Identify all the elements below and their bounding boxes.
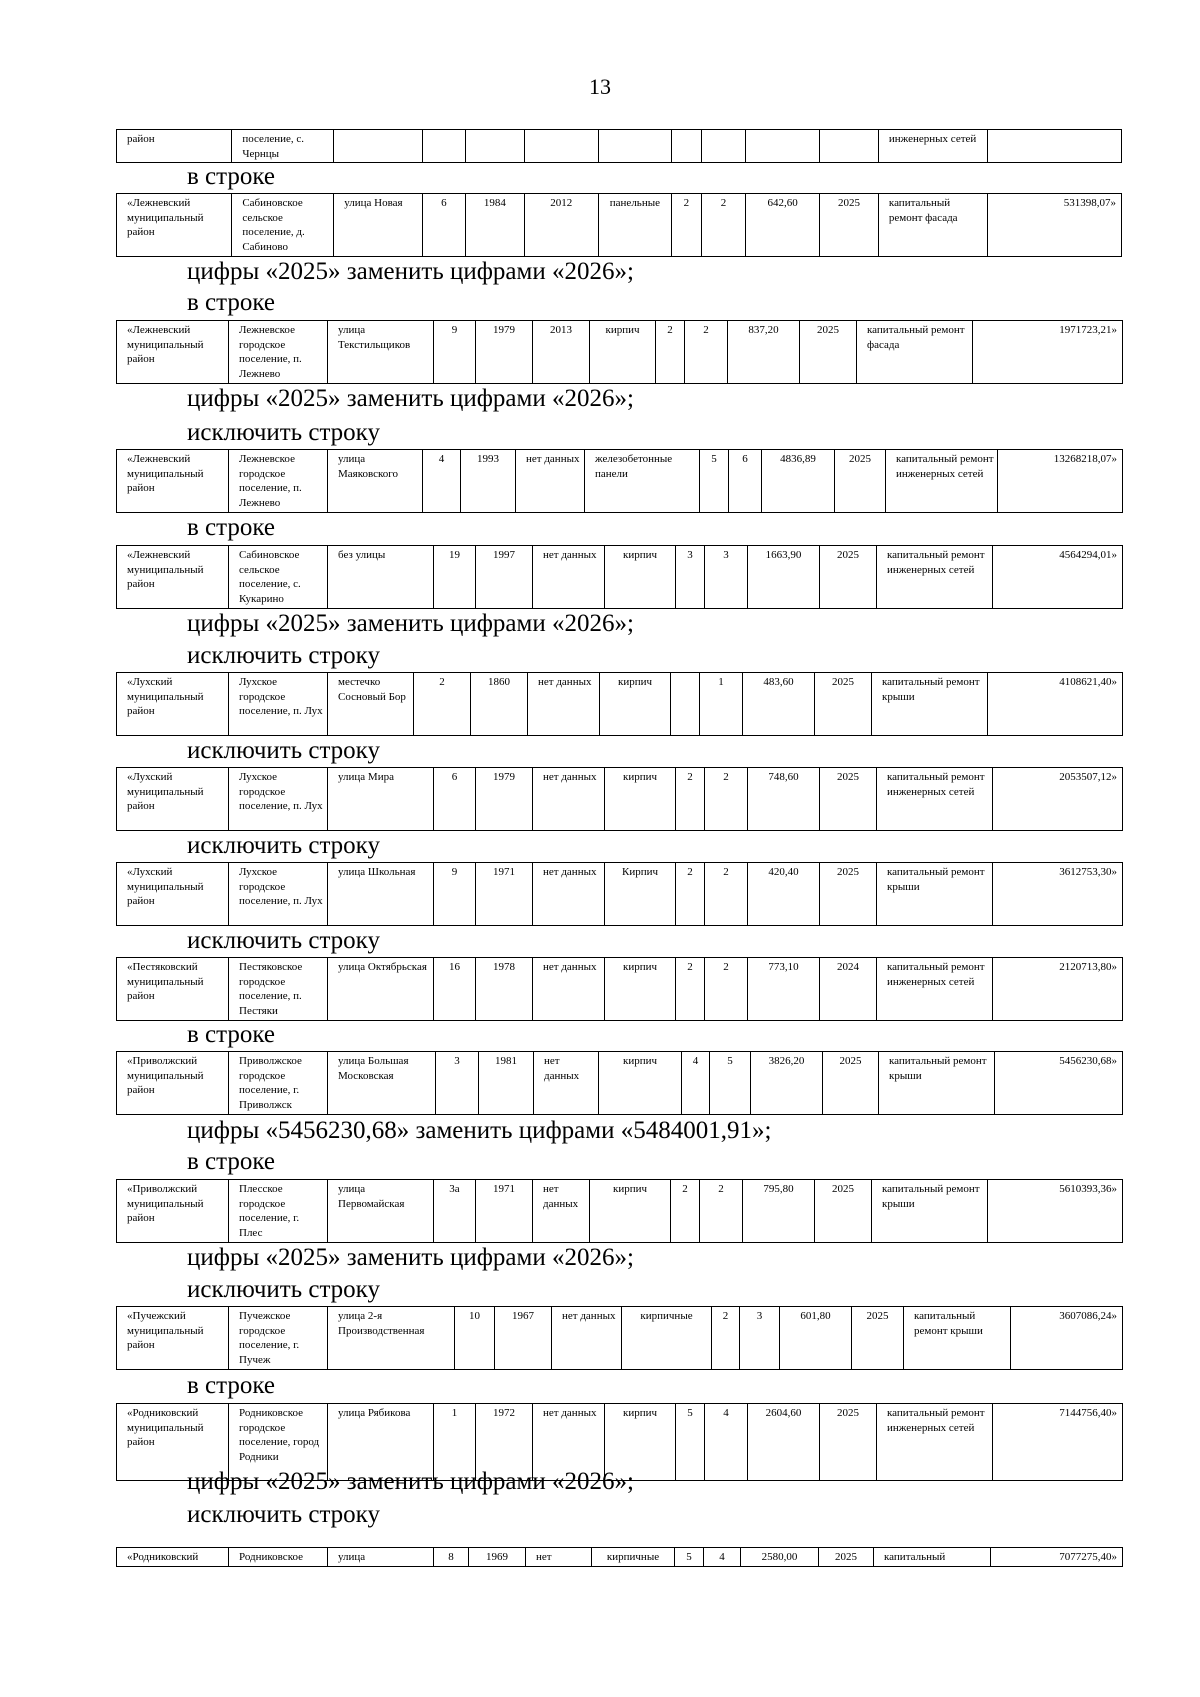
cell-street: улица Школьная	[328, 863, 434, 926]
cell-year-repair	[524, 130, 598, 163]
cell-cost: 3612753,30»	[993, 863, 1123, 926]
cell-year-built: 1971	[476, 863, 533, 926]
cell-settlement: Родниковское	[229, 1548, 328, 1567]
cell-street: улица Мира	[328, 768, 434, 831]
table-row	[117, 673, 1123, 736]
table-row	[117, 1404, 1123, 1481]
table-row	[117, 130, 1122, 163]
cell-entrances: 1	[700, 673, 743, 736]
cell-year-repair: нет данных	[533, 863, 605, 926]
cell-area: 3826,20	[751, 1052, 823, 1115]
cell-district: «Лежневский муниципальный район	[117, 450, 229, 513]
cell-year-built: 1984	[466, 194, 525, 257]
cell-floors: 2	[671, 194, 701, 257]
cell-settlement: Лухское городское поселение, п. Лух	[229, 863, 328, 926]
table-block	[116, 1179, 1122, 1243]
cell-cost: 4108621,40»	[988, 673, 1123, 736]
cell-wall-material: кирпич	[599, 1052, 682, 1115]
cell-area: 2604,60	[748, 1404, 820, 1481]
table-row	[117, 1180, 1123, 1243]
cell-floors: 2	[676, 768, 705, 831]
cell-year-repair: нет данных	[533, 546, 605, 609]
cell-plan-year: 2025	[815, 673, 872, 736]
cell-plan-year: 2025	[852, 1307, 904, 1370]
cell-entrances	[701, 130, 745, 163]
cell-floors: 5	[700, 450, 729, 513]
cell-house: 8	[434, 1548, 469, 1567]
cell-house: 9	[434, 863, 476, 926]
cell-cost: 3607086,24»	[1011, 1307, 1123, 1370]
cell-plan-year	[820, 130, 879, 163]
cell-floors: 5	[676, 1404, 705, 1481]
cell-house: 10	[455, 1307, 495, 1370]
table-row	[117, 1548, 1123, 1567]
table-row	[117, 546, 1123, 609]
cell-area: 837,20	[728, 321, 800, 384]
cell-street: улица Текстильщиков	[328, 321, 434, 384]
cell-house: 3а	[434, 1180, 476, 1243]
cell-house: 1	[434, 1404, 476, 1481]
table	[116, 767, 1123, 831]
cell-year-built: 1969	[469, 1548, 526, 1567]
cell-plan-year: 2025	[800, 321, 857, 384]
cell-floors: 2	[676, 958, 705, 1021]
cell-house: 16	[434, 958, 476, 1021]
cell-district: «Родниковский муниципальный район	[117, 1404, 229, 1481]
cell-entrances: 2	[705, 768, 748, 831]
cell-street: улица Первомайская	[328, 1180, 434, 1243]
cell-street: улица 2-я Производственная	[328, 1307, 455, 1370]
cell-floors: 3	[676, 546, 705, 609]
table-row	[117, 1052, 1123, 1115]
cell-year-repair: нет данных	[552, 1307, 622, 1370]
cell-work-type: капитальный ремонт крыши	[872, 673, 988, 736]
cell-street: без улицы	[328, 546, 434, 609]
cell-plan-year: 2025	[820, 863, 877, 926]
cell-settlement: Пучежское городское поселение, г. Пучеж	[229, 1307, 328, 1370]
cell-area: 773,10	[748, 958, 820, 1021]
table-block	[116, 1306, 1122, 1370]
cell-area: 1663,90	[748, 546, 820, 609]
cell-wall-material: панельные	[598, 194, 671, 257]
cell-wall-material: кирпич	[605, 1404, 676, 1481]
table-row	[117, 958, 1123, 1021]
cell-settlement: Лежневское городское поселение, п. Лежнево	[229, 450, 328, 513]
cell-area: 483,60	[743, 673, 815, 736]
cell-wall-material: Кирпич	[605, 863, 676, 926]
cell-house: 3	[436, 1052, 479, 1115]
cell-year-built: 1971	[476, 1180, 533, 1243]
cell-plan-year: 2025	[823, 1052, 879, 1115]
cell-street: местечко Сосновый Бор	[328, 673, 414, 736]
cell-area: 601,80	[780, 1307, 852, 1370]
cell-wall-material: кирпич	[590, 1180, 671, 1243]
instruction-in-row: в строке	[187, 514, 276, 541]
instruction-exclude-row: исключить строку	[187, 1501, 380, 1528]
cell-settlement: Плесское городское поселение, г. Плес	[229, 1180, 328, 1243]
cell-district: «Лежневский муниципальный район	[117, 194, 232, 257]
cell-year-built: 1993	[461, 450, 516, 513]
cell-floors	[671, 673, 700, 736]
table-block	[116, 767, 1122, 831]
cell-area: 642,60	[746, 194, 820, 257]
instruction-replace: цифры «2025» заменить цифрами «2026»;	[187, 385, 634, 412]
cell-floors	[671, 130, 701, 163]
cell-settlement: Сабиновское сельское поселение, с. Кукарино	[229, 546, 328, 609]
cell-work-type: инженерных сетей	[878, 130, 987, 163]
cell-floors: 4	[682, 1052, 710, 1115]
table	[116, 449, 1123, 513]
cell-entrances: 2	[705, 958, 748, 1021]
instruction-replace: цифры «2025» заменить цифрами «2026»;	[187, 1468, 634, 1495]
cell-year-built: 1979	[476, 321, 533, 384]
cell-plan-year: 2025	[820, 194, 879, 257]
cell-area: 420,40	[748, 863, 820, 926]
cell-floors: 5	[675, 1548, 704, 1567]
cell-work-type: капитальный ремонт инженерных сетей	[877, 768, 993, 831]
cell-house: 6	[434, 768, 476, 831]
cell-work-type: капитальный ремонт инженерных сетей	[877, 546, 993, 609]
cell-plan-year: 2025	[820, 768, 877, 831]
table	[116, 193, 1122, 257]
table-block	[116, 957, 1122, 1021]
cell-district: «Лежневский муниципальный район	[117, 321, 229, 384]
cell-district: «Лежневский муниципальный район	[117, 546, 229, 609]
cell-floors: 2	[712, 1307, 740, 1370]
cell-street: улица Большая Московская	[328, 1052, 436, 1115]
cell-wall-material: кирпичные	[622, 1307, 712, 1370]
cell-entrances: 2	[701, 194, 745, 257]
cell-work-type: капитальный ремонт инженерных сетей	[877, 1404, 993, 1481]
table-row	[117, 450, 1123, 513]
cell-plan-year: 2025	[820, 546, 877, 609]
cell-year-built: 1981	[479, 1052, 534, 1115]
cell-street: улица Октябрьская	[328, 958, 434, 1021]
cell-year-repair: нет данных	[533, 958, 605, 1021]
cell-street: улица Маяковского	[328, 450, 423, 513]
cell-cost: 4564294,01»	[993, 546, 1123, 609]
cell-year-repair: 2012	[524, 194, 598, 257]
table-block	[116, 862, 1122, 926]
cell-settlement: Приволжское городское поселение, г. Приволжск	[229, 1052, 328, 1115]
cell-district: «Лухский муниципальный район	[117, 768, 229, 831]
table	[116, 1051, 1123, 1115]
table	[116, 862, 1123, 926]
cell-district: «Лухский муниципальный район	[117, 673, 229, 736]
table	[116, 545, 1123, 609]
cell-work-type: капитальный ремонт инженерных сетей	[877, 958, 993, 1021]
cell-cost: 2120713,80»	[993, 958, 1123, 1021]
cell-year-built	[466, 130, 525, 163]
cell-wall-material: кирпич	[605, 546, 676, 609]
cell-entrances: 4	[705, 1404, 748, 1481]
cell-wall-material: железобетонные панели	[585, 450, 700, 513]
cell-work-type: капитальный ремонт крыши	[904, 1307, 1011, 1370]
cell-entrances: 2	[700, 1180, 743, 1243]
instruction-in-row: в строке	[187, 289, 276, 316]
cell-year-repair: нет данных	[533, 768, 605, 831]
table-row	[117, 863, 1123, 926]
instruction-replace: цифры «2025» заменить цифрами «2026»;	[187, 258, 634, 285]
cell-year-built: 1978	[476, 958, 533, 1021]
instruction-exclude-row: исключить строку	[187, 642, 380, 669]
table-block	[116, 193, 1122, 257]
instruction-in-row: в строке	[187, 163, 276, 190]
cell-district: «Лухский муниципальный район	[117, 863, 229, 926]
cell-year-built: 1967	[495, 1307, 552, 1370]
cell-work-type: капитальный ремонт крыши	[879, 1052, 995, 1115]
cell-floors: 2	[676, 863, 705, 926]
table-block	[116, 1547, 1122, 1567]
table-block	[116, 1403, 1122, 1481]
page-number: 13	[589, 74, 611, 99]
cell-entrances: 6	[729, 450, 762, 513]
cell-cost: 7077275,40»	[991, 1548, 1123, 1567]
cell-year-repair: нет данных	[534, 1052, 599, 1115]
table-row	[117, 768, 1123, 831]
cell-settlement: Лухское городское поселение, п. Лух	[229, 673, 328, 736]
instruction-replace: цифры «2025» заменить цифрами «2026»;	[187, 1244, 634, 1271]
cell-settlement: поселение, с. Чернцы	[232, 130, 334, 163]
cell-house: 9	[434, 321, 476, 384]
cell-entrances: 5	[710, 1052, 751, 1115]
cell-street	[334, 130, 423, 163]
table	[116, 957, 1123, 1021]
instruction-exclude-row: исключить строку	[187, 419, 380, 446]
cell-settlement: Пестяковское городское поселение, п. Пестяки	[229, 958, 328, 1021]
table-block	[116, 129, 1122, 163]
cell-entrances: 2	[705, 863, 748, 926]
cell-street: улица Новая	[334, 194, 423, 257]
cell-work-type: капитальный ремонт фасада	[878, 194, 987, 257]
cell-entrances: 4	[704, 1548, 741, 1567]
cell-cost: 7144756,40»	[993, 1404, 1123, 1481]
table-row	[117, 194, 1122, 257]
cell-settlement: Сабиновское сельское поселение, д. Сабиново	[232, 194, 334, 257]
cell-wall-material: кирпич	[605, 958, 676, 1021]
cell-wall-material	[598, 130, 671, 163]
cell-year-repair: нет данных	[533, 1404, 605, 1481]
instruction-exclude-row: исключить строку	[187, 1276, 380, 1303]
instruction-exclude-row: исключить строку	[187, 927, 380, 954]
table	[116, 1547, 1123, 1567]
cell-work-type: капитальный ремонт крыши	[872, 1180, 988, 1243]
cell-house: 2	[414, 673, 471, 736]
table-block	[116, 449, 1122, 513]
table	[116, 129, 1122, 163]
cell-district: «Приволжский муниципальный район	[117, 1180, 229, 1243]
table-block	[116, 320, 1122, 384]
instruction-replace: цифры «2025» заменить цифрами «2026»;	[187, 610, 634, 637]
cell-work-type: капитальный ремонт инженерных сетей	[886, 450, 998, 513]
cell-plan-year: 2025	[835, 450, 886, 513]
cell-area: 795,80	[743, 1180, 815, 1243]
cell-district: район	[117, 130, 232, 163]
cell-plan-year: 2025	[819, 1548, 874, 1567]
cell-house: 4	[423, 450, 461, 513]
cell-year-repair: нет данных	[528, 673, 600, 736]
cell-work-type: капитальный	[874, 1548, 991, 1567]
cell-year-repair: нет	[526, 1548, 592, 1567]
table-block	[116, 1051, 1122, 1115]
instruction-exclude-row: исключить строку	[187, 832, 380, 859]
cell-floors: 2	[656, 321, 685, 384]
cell-cost: 1971723,21»	[973, 321, 1123, 384]
cell-plan-year: 2024	[820, 958, 877, 1021]
table	[116, 320, 1123, 384]
cell-street: улица Рябикова	[328, 1404, 434, 1481]
cell-district: «Приволжский муниципальный район	[117, 1052, 229, 1115]
cell-year-built: 1860	[471, 673, 528, 736]
table	[116, 1306, 1123, 1370]
cell-year-repair: 2013	[533, 321, 590, 384]
instruction-in-row: в строке	[187, 1021, 276, 1048]
cell-floors: 2	[671, 1180, 700, 1243]
cell-cost: 531398,07»	[988, 194, 1122, 257]
cell-settlement: Родниковское городское поселение, город Родники	[229, 1404, 328, 1481]
cell-plan-year: 2025	[815, 1180, 872, 1243]
cell-wall-material: кирпич	[590, 321, 656, 384]
instruction-replace: цифры «5456230,68» заменить цифрами «5484001,91»;	[187, 1117, 772, 1144]
cell-work-type: капитальный ремонт крыши	[877, 863, 993, 926]
cell-area: 4836,89	[762, 450, 835, 513]
cell-year-repair: нет данных	[533, 1180, 590, 1243]
cell-cost: 13268218,07»	[998, 450, 1123, 513]
cell-house: 6	[422, 194, 465, 257]
cell-cost	[988, 130, 1122, 163]
table	[116, 672, 1123, 736]
instruction-in-row: в строке	[187, 1148, 276, 1175]
cell-work-type: капитальный ремонт фасада	[857, 321, 973, 384]
cell-cost: 5610393,36»	[988, 1180, 1123, 1243]
cell-wall-material: кирпичные	[592, 1548, 675, 1567]
table-row	[117, 1307, 1123, 1370]
cell-district: «Пучежский муниципальный район	[117, 1307, 229, 1370]
cell-area: 2580,00	[741, 1548, 819, 1567]
cell-area: 748,60	[748, 768, 820, 831]
table-block	[116, 672, 1122, 736]
cell-cost: 2053507,12»	[993, 768, 1123, 831]
cell-plan-year: 2025	[820, 1404, 877, 1481]
table	[116, 1179, 1123, 1243]
cell-house: 19	[434, 546, 476, 609]
cell-entrances: 3	[740, 1307, 780, 1370]
cell-settlement: Лежневское городское поселение, п. Лежнево	[229, 321, 328, 384]
cell-cost: 5456230,68»	[995, 1052, 1123, 1115]
cell-settlement: Лухское городское поселение, п. Лух	[229, 768, 328, 831]
cell-year-repair: нет данных	[516, 450, 585, 513]
instruction-exclude-row: исключить строку	[187, 737, 380, 764]
cell-year-built: 1997	[476, 546, 533, 609]
cell-district: «Родниковский	[117, 1548, 229, 1567]
cell-entrances: 2	[685, 321, 728, 384]
cell-year-built: 1972	[476, 1404, 533, 1481]
cell-area	[746, 130, 820, 163]
cell-year-built: 1979	[476, 768, 533, 831]
instruction-in-row: в строке	[187, 1372, 276, 1399]
table	[116, 1403, 1123, 1481]
cell-wall-material: кирпич	[605, 768, 676, 831]
cell-entrances: 3	[705, 546, 748, 609]
cell-wall-material: кирпич	[600, 673, 671, 736]
table-row	[117, 321, 1123, 384]
cell-house	[422, 130, 465, 163]
cell-street: улица	[328, 1548, 434, 1567]
cell-district: «Пестяковский муниципальный район	[117, 958, 229, 1021]
table-block	[116, 545, 1122, 609]
